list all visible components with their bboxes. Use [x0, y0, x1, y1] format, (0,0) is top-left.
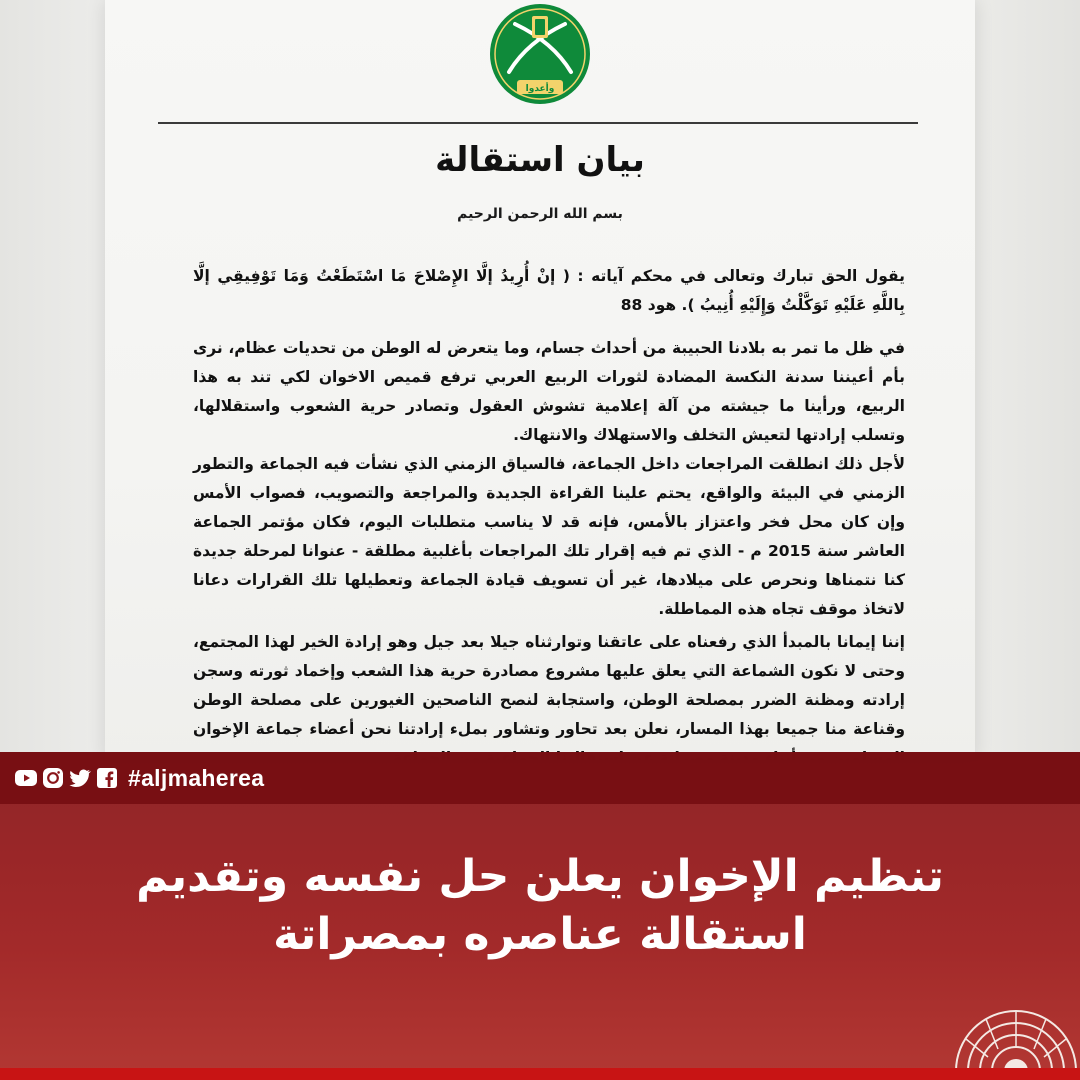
facebook-icon[interactable]: [95, 766, 119, 790]
corner-ornament-logo: [952, 995, 1080, 1073]
news-headline: [0, 848, 1080, 964]
youtube-icon[interactable]: [14, 766, 38, 790]
document-basmala: بسم الله الرحمن الرحيم: [457, 206, 623, 222]
scanned-statement-document: [105, 0, 975, 760]
background-left-margin: [0, 0, 105, 760]
hashtag-label: #aljmaherea: [128, 765, 265, 791]
document-paragraph: إننا إيمانا بالمبدأ الذي رفعناه على عاتقنا وتوارثناه جيلا بعد جيل وهو إرادة الخير لهذا المجتمع، وحتى لا نكون الشماعة التي يعلق عليها مشروع مصادرة حرية هذا الشعب وإخماد ثورته وسجن إرادته ومظنة الضرر بمصلحة الوطن، واستجابة لنصح الناصحين الغيورين على مصلحة الوطن وقناعة منا جميعا بهذا المسار، نعلن بعد تحاور وتشاور بملء إرادتنا نحن أعضاء جماعة الإخوان: [193, 633, 905, 738]
twitter-icon[interactable]: [68, 766, 92, 790]
header-rule: [158, 122, 918, 124]
document-title: بيان استقالة: [435, 140, 645, 180]
document-paragraph: لأجل ذلك انطلقت المراجعات داخل الجماعة، فالسياق الزمني الذي نشأت فيه الجماعة والتطور الزمني في البيئة والواقع، يحتم علينا القراءة الجديدة والمراجعة والتصويب، فصواب الأمس وإن كان محل فخر واعتزاز بالأمس، فإنه قد لا يناسب متطلبات اليوم، فكان مؤتمر الجماعة العاشر سنة 2015 م - الذي تم فيه إقرار تلك المراجعات بأغلبية مطلقة - عنوانا لمرحلة جديدة كنا نتمناها ونحرص على ميلادها، غير أن تسويف قيادة الجماعة وتعطيلها تلك القرارات دعانا لاتخاذ موقف تجاه هذه المماطلة.: [193, 455, 905, 618]
brotherhood-emblem-logo: [487, 2, 593, 106]
document-body: [193, 262, 905, 760]
social-media-bar: [14, 764, 264, 792]
document-paragraph: في ظل ما تمر به بلادنا الحبيبة من أحداث جسام، وما يتعرض له الوطن من تحديات عظام، نرى بأم أعيننا سدنة النكسة المضادة لثورات الربيع العربي ترفع قميص الاخوان لكي تند به هذا الربيع، ورأينا ما جيشته من آلة إعلامية تشوش العقول وتصادر حرية الشعوب واستقلالها، وتسلب إرادتها لتعيش التخلف والاستهلاك والانتهاك.: [193, 339, 905, 444]
document-paragraph: يقول الحق تبارك وتعالى في محكم آياته : ( إنْ أُرِيدُ إلَّا الإِصْلاحَ مَا اسْتَطَعْتُ وَمَا تَوْفِيقِي إلَّا بِاللَّهِ عَلَيْهِ تَوَكَّلْتُ وَإِلَيْهِ أُنِيبُ ). هود 88: [193, 267, 905, 314]
logo-motto-text: وأعدوا: [525, 84, 555, 94]
background-right-margin: [975, 0, 1080, 760]
bottom-accent-bar: [0, 1068, 1080, 1080]
headline-line-2: استقالة عناصره بمصراتة: [273, 909, 807, 960]
instagram-icon[interactable]: [41, 766, 65, 790]
headline-line-1: تنظيم الإخوان يعلن حل نفسه وتقديم: [136, 851, 944, 902]
